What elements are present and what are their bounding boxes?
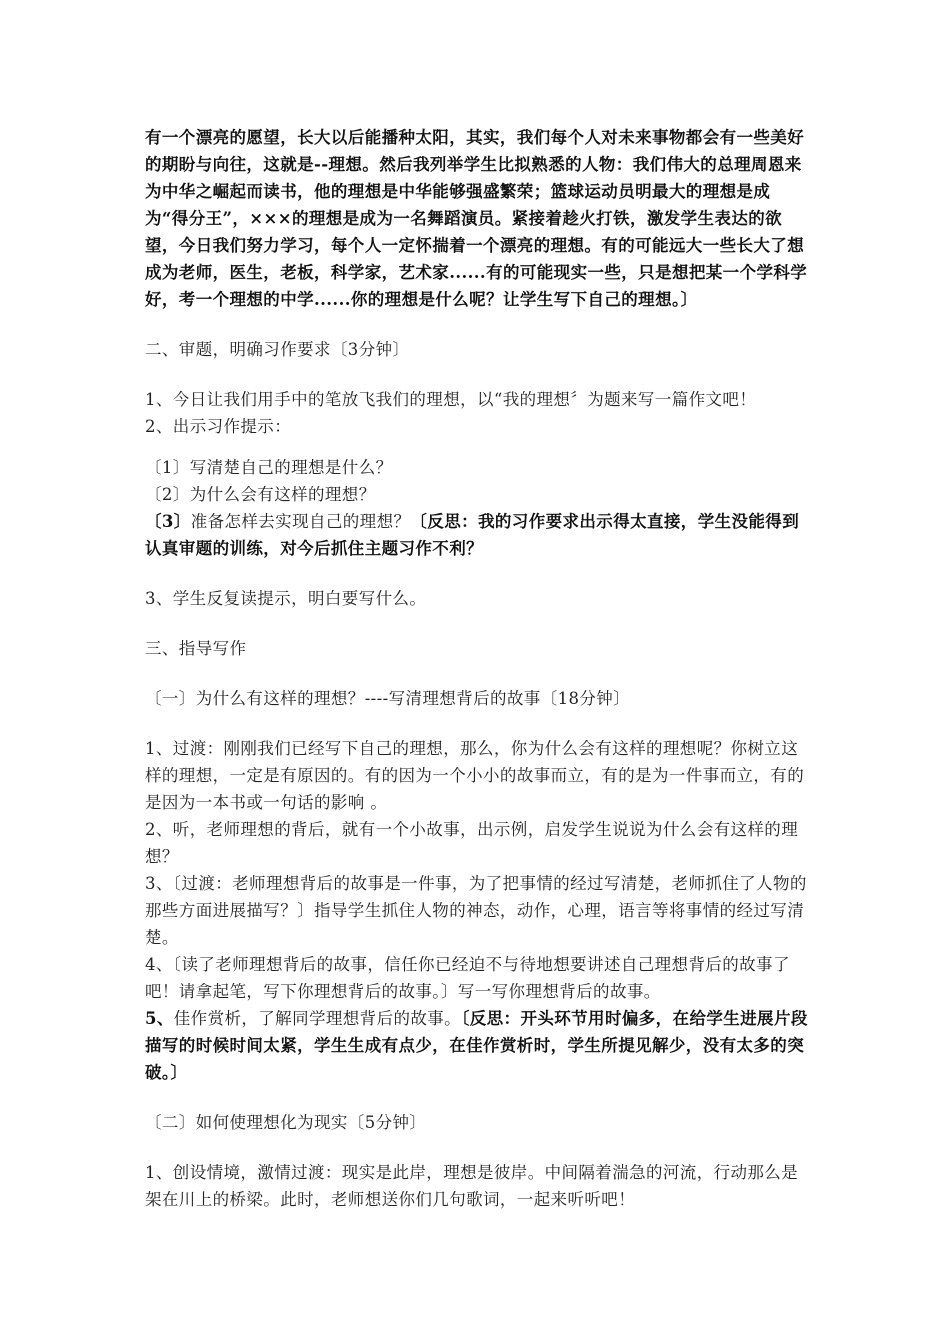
document-page xyxy=(145,124,810,1213)
guide-item-1: 1、过渡：刚刚我们已经写下自己的理想，那么，你为什么会有这样的理想呢？你树立这样的理想，一定是有原因的。有的因为一个小小的故事而立，有的是为一件事而立，有的是因为一本书或一句话的影响 。 xyxy=(145,739,805,812)
subsection-heading-2: 〔二〕如何使理想化为现实〔5分钟〕 xyxy=(145,1113,427,1132)
writing-tip-3 xyxy=(145,508,810,562)
writing-tip-2: 〔2〕为什么会有这样的理想？ xyxy=(145,485,376,504)
section-heading-review: 二、审题，明确习作要求〔3分钟〕 xyxy=(145,340,410,359)
item-5-number: 5、 xyxy=(145,1009,174,1028)
review-item-3: 3、学生反复读提示，明白要写什么。 xyxy=(145,589,427,608)
tip-3-number: 〔3〕 xyxy=(145,512,191,531)
writing-tip-1: 〔1〕写清楚自己的理想是什么？ xyxy=(145,458,393,477)
tip-3-reflection: 〔反思：我的习作要求出示得太直接，学生没能得到认真审题的训练，对今后抓住主题习作不利？ xyxy=(145,512,800,558)
review-item-2: 2、出示习作提示： xyxy=(145,417,292,436)
section-heading-guide: 三、指导写作 xyxy=(145,639,247,658)
intro-paragraph: 有一个漂亮的愿望，长大以后能播种太阳，其实，我们每个人对未来事物都会有一些美好的期盼与向往，这就是--理想。然后我列举学生比拟熟悉的人物：我们伟大的总理周恩来为中华之崛起而读书，他的理想是中华能够强盛繁荣；篮球运动员明最大的理想是成为“得分王”，×××的理想是成为一名舞蹈演员。紧接着趁火打铁，激发学生表达的欲望，今日我们努力学习，每个人一定怀揣着一个漂亮的理想。有的可能远大一些长大了想成为老师，医生，老板，科学家，艺术家......有的可能现实一些，只是想把某一个学科学好，考一个理想的中学......你的理想是什么呢？让学生写下自己的理想。〕 xyxy=(145,128,808,309)
item-5-reflection: 〔反思：开头环节用时偏多，在给学生进展片段描写的时候时间太紧，学生生成有点少，在佳作赏析时，学生所提见解少，没有太多的突破。〕 xyxy=(145,1009,808,1082)
guide-item-4: 4、〔读了老师理想背后的故事，信任你已经迫不与待地想要讲述自己理想背后的故事了吧！请拿起笔，写下你理想背后的故事。〕写一写你理想背后的故事。 xyxy=(145,955,790,1001)
guide-item-5 xyxy=(145,1005,810,1086)
reality-item-1: 1、创设情境，激情过渡：现实是此岸，理想是彼岸。中间隔着湍急的河流，行动那么是架在川上的桥梁。此时，老师想送你们几句歌词，一起来听听吧！ xyxy=(145,1163,799,1209)
item-5-text: 佳作赏析，了解同学理想背后的故事。 xyxy=(173,1009,462,1028)
subsection-heading-1: 〔一〕为什么有这样的理想？----写清理想背后的故事〔18分钟〕 xyxy=(145,689,631,708)
review-item-1: 1、今日让我们用手中的笔放飞我们的理想，以“我的理想〞为题来写一篇作文吧！ xyxy=(145,390,757,409)
tip-3-text: 准备怎样去实现自己的理想？ xyxy=(190,512,411,531)
guide-item-2: 2、听，老师理想的背后，就有一个小故事，出示例，启发学生说说为什么会有这样的理想？ xyxy=(145,820,799,866)
guide-item-3: 3、〔过渡：老师理想背后的故事是一件事，为了把事情的经过写清楚，老师抓住了人物的那些方面进展描写？〕指导学生抓住人物的神态，动作，心理，语言等将事情的经过写清楚。 xyxy=(145,874,807,947)
